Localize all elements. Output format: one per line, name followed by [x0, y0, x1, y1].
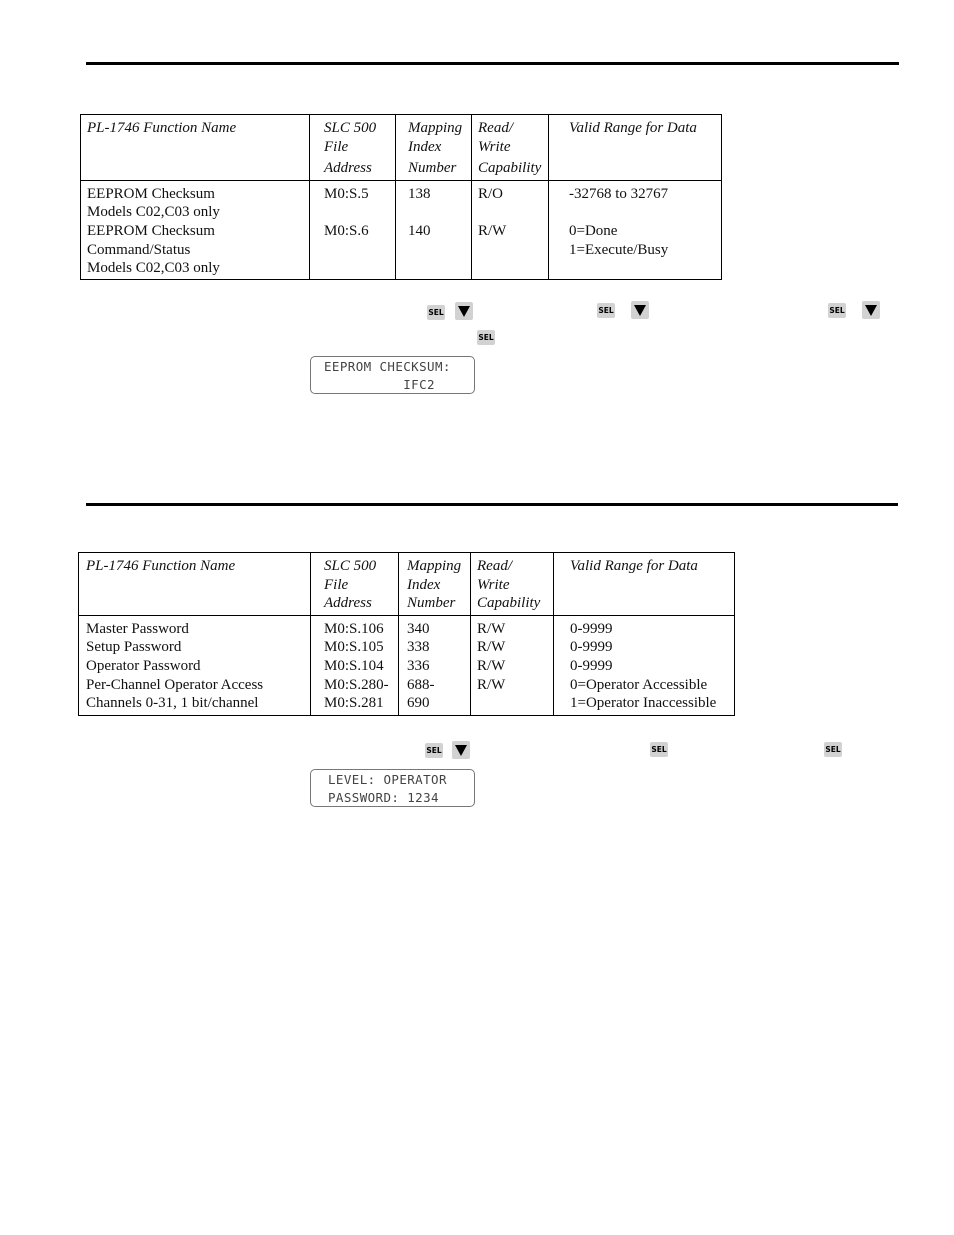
header-file-address: SLC 500 File Address	[311, 553, 399, 616]
down-arrow-key-icon	[452, 741, 470, 759]
sel-key-icon: SEL	[828, 303, 846, 318]
header-valid-range: Valid Range for Data	[554, 553, 735, 616]
password-table	[78, 552, 735, 716]
header-read-write: Read/ Write Capability	[472, 115, 549, 181]
eeprom-checksum-table	[80, 114, 722, 280]
read-write-cell: R/W R/W R/W R/W	[471, 615, 554, 715]
header-function-name: PL-1746 Function Name	[79, 553, 311, 616]
table-header-row	[79, 553, 735, 616]
section-rule	[86, 503, 898, 506]
function-name-cell: Master Password Setup Password Operator Password Per-Channel Operator Access Channels 0-31, 1 bit/channel	[79, 615, 311, 715]
lcd-display-password: LEVEL: OPERATOR PASSWORD: 1234	[310, 769, 475, 807]
header-mapping-index: Mapping Index Number	[396, 115, 472, 181]
sel-key-icon: SEL	[427, 305, 445, 320]
down-arrow-key-icon	[862, 301, 880, 319]
function-name-cell: EEPROM Checksum Models C02,C03 only EEPROM Checksum Command/Status Models C02,C03 only	[81, 180, 310, 279]
sel-key-icon: SEL	[824, 742, 842, 757]
file-address-cell: M0:S.106 M0:S.105 M0:S.104 M0:S.280- M0:S.281	[311, 615, 399, 715]
table-header-row	[81, 115, 722, 181]
table-row	[81, 180, 722, 279]
header-read-write: Read/ Write Capability	[471, 553, 554, 616]
top-rule	[86, 62, 899, 65]
down-arrow-key-icon	[455, 302, 473, 320]
sel-key-icon: SEL	[650, 742, 668, 757]
read-write-cell: R/O R/W	[472, 180, 549, 279]
mapping-index-cell: 340 338 336 688- 690	[399, 615, 471, 715]
header-mapping-index: Mapping Index Number	[399, 553, 471, 616]
header-function-name: PL-1746 Function Name	[81, 115, 310, 181]
header-valid-range: Valid Range for Data	[549, 115, 722, 181]
lcd-display-checksum: EEPROM CHECKSUM: IFC2	[310, 356, 475, 394]
table-row	[79, 615, 735, 715]
header-file-address: SLC 500 File Address	[310, 115, 396, 181]
valid-range-cell: -32768 to 32767 0=Done 1=Execute/Busy	[549, 180, 722, 279]
sel-key-icon: SEL	[597, 303, 615, 318]
sel-key-icon: SEL	[425, 743, 443, 758]
file-address-cell: M0:S.5 M0:S.6	[310, 180, 396, 279]
mapping-index-cell: 138 140	[396, 180, 472, 279]
down-arrow-key-icon	[631, 301, 649, 319]
valid-range-cell: 0-9999 0-9999 0-9999 0=Operator Accessible 1=Operator Inaccessible	[554, 615, 735, 715]
sel-key-icon: SEL	[477, 330, 495, 345]
